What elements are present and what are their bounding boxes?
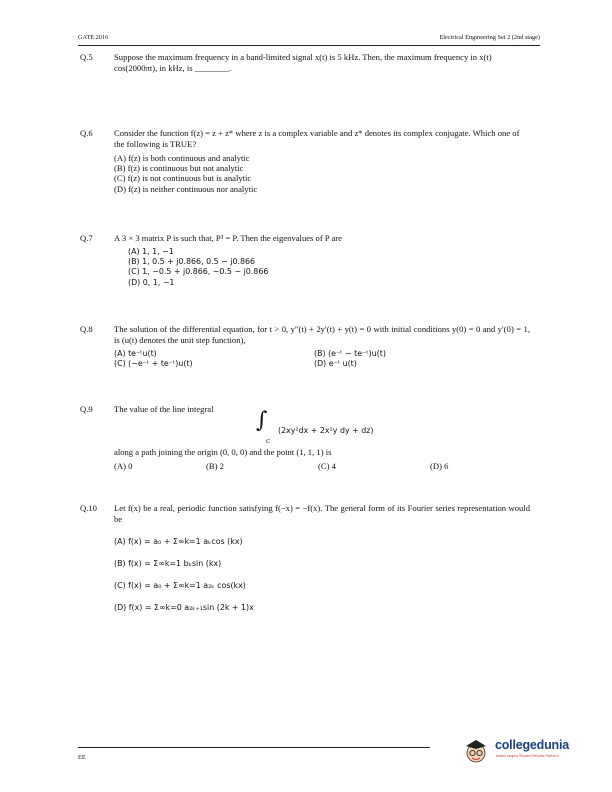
question-number: Q.5	[80, 52, 93, 62]
question-text: Let f(x) be a real, periodic function satisfying f(−x) = −f(x). The general form of its Fourier series representation would be	[114, 503, 530, 524]
question-text: A 3 × 3 matrix P is such that, P³ = P. Then the eigenvalues of P are	[114, 233, 342, 243]
exam-title: GATE 2016	[78, 34, 109, 41]
question-9	[80, 404, 530, 472]
option-d: (D) 0, 1, −1	[128, 277, 175, 287]
option-d: (D) f(z) is neither continuous nor analytic	[114, 183, 258, 194]
option-d: (D) f(x) = Σ∞k=0 a₂ₖ₊₁sin (2k + 1)x	[114, 603, 254, 612]
option-a: (A) 1, 1, −1	[128, 247, 174, 256]
line-integral	[256, 408, 530, 445]
option-c: (C) 4	[318, 461, 336, 471]
brand-tagline: India's largest Student Review Platform	[496, 754, 559, 758]
option-c: (C) (−e⁻ᵗ + te⁻ᵗ)u(t)	[114, 359, 193, 369]
option-d: (D) 6	[430, 461, 449, 471]
question-text-continued: along a path joining the origin (0, 0, 0) and the point (1, 1, 1) is	[114, 447, 332, 457]
brand-name: collegedunia	[495, 738, 570, 752]
integrand: (2xy²dx + 2x²y dy + dz)	[278, 426, 374, 435]
options-grid	[114, 349, 530, 369]
question-5	[80, 52, 530, 74]
mascot-icon	[460, 736, 492, 766]
option-b: (B) 1, 0.5 + j0.866, 0.5 − j0.866	[128, 257, 256, 267]
integral-sign: ∫	[256, 408, 268, 433]
option-b: (B) 2	[206, 461, 224, 471]
question-number: Q.7	[80, 233, 93, 243]
question-number: Q.6	[80, 128, 93, 138]
question-text: The solution of the differential equation, for t > 0, y″(t) + 2y′(t) + y(t) = 0 with initial conditions y(0) = 0 and y′(0) = 1, is (u(t) denotes the unit step function),	[114, 324, 530, 345]
footer-subject: EE	[78, 754, 86, 761]
page-header	[78, 33, 540, 46]
option-a: (A) f(x) = a₀ + Σ∞k=1 aₖcos (kx)	[114, 537, 243, 546]
option-a: (A) te⁻ᵗu(t)	[114, 349, 157, 358]
option-d: (D) e⁻ᵗ u(t)	[314, 359, 357, 369]
option-a: (A) f(z) is both continuous and analytic	[114, 153, 250, 163]
question-8	[80, 324, 530, 369]
question-10	[80, 503, 530, 619]
question-text: Consider the function f(z) = z + z* where z is a complex variable and z* denotes its complex conjugate. Which one of the following is TRUE?	[114, 128, 520, 149]
question-7	[80, 233, 530, 288]
option-c: (C) f(z) is not continuous but is analytic	[114, 173, 252, 184]
option-c: (C) 1, −0.5 + j0.866, −0.5 − j0.866	[128, 267, 269, 277]
option-b: (B) f(z) is continuous but not analytic	[114, 163, 244, 174]
options-row	[114, 461, 530, 472]
options-list	[114, 531, 530, 619]
option-b: (B) f(x) = Σ∞k=1 bₖsin (kx)	[114, 559, 222, 568]
brand-logo[interactable]	[460, 736, 570, 766]
options-list	[114, 153, 530, 194]
paper-title: Electrical Engineering Set 2 (2nd stage)	[439, 34, 540, 41]
question-number: Q.10	[80, 503, 97, 513]
question-number: Q.9	[80, 404, 93, 414]
question-number: Q.8	[80, 324, 93, 334]
option-b: (B) (e⁻ᵗ − te⁻ᵗ)u(t)	[314, 349, 386, 358]
question-text: The value of the line integral	[114, 404, 214, 414]
footer-rule	[78, 747, 430, 748]
option-a: (A) 0	[114, 461, 133, 471]
options-list	[128, 247, 530, 288]
integral-path: C	[266, 439, 271, 445]
question-text: Suppose the maximum frequency in a band-limited signal x(t) is 5 kHz. Then, the maximum frequency in x(t) cos(2000πt), in kHz, is ________.	[114, 52, 492, 73]
option-c: (C) f(x) = a₀ + Σ∞k=1 a₂ₖ cos(kx)	[114, 581, 246, 590]
question-6	[80, 128, 530, 194]
